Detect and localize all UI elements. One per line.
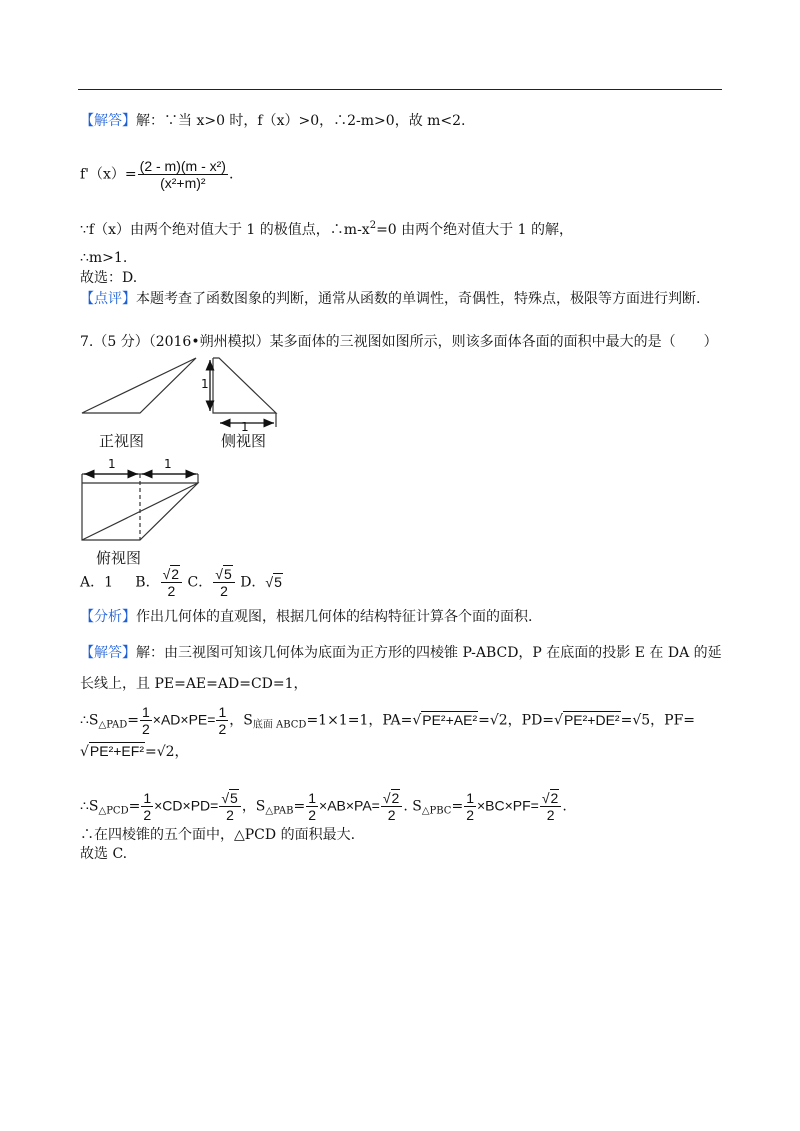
numerator: (2 - m)(m - x²)	[139, 158, 226, 174]
denominator: 2	[167, 583, 176, 599]
option-d: D．	[240, 574, 266, 591]
text: f'（x）=	[80, 166, 137, 183]
numerator: 1	[218, 704, 227, 720]
text: =0 由两个绝对值大于 1 的解，	[376, 222, 573, 238]
subscript: △PCD	[98, 805, 129, 817]
side-width-label: 1	[241, 420, 249, 434]
denominator: 2	[466, 807, 474, 823]
sqrt-sign: √	[162, 566, 171, 582]
denominator: 2	[226, 807, 234, 823]
answer-options	[80, 566, 283, 599]
sqrt-sign: √	[215, 566, 223, 582]
final-choice: 故选 C.	[80, 846, 128, 862]
question-stem: 7.（5 分）（2016•朔州模拟）某多面体的三视图如图所示，则该多面体各面的面积中最大的是（ ）	[80, 334, 718, 350]
answer-tag: 【解答】	[80, 113, 136, 129]
answer-line2: 长线上，且 PE=AE=AD=CD=1，	[80, 676, 308, 692]
radicand: PE²+EF²	[89, 743, 144, 759]
equation-line2: √PE²+EF²=√2，	[80, 743, 189, 760]
prev-answer-line4: ∴m>1.	[80, 250, 128, 266]
radicand: 5	[230, 790, 238, 806]
option-d-value	[265, 574, 282, 590]
fraction: $\frac{√2}{2}$	[540, 790, 561, 823]
analysis-tag: 【分析】	[80, 609, 136, 625]
radicand: 2	[391, 790, 400, 806]
text: . S	[403, 798, 422, 815]
denominator: 2	[387, 807, 396, 823]
front-view	[82, 358, 196, 413]
radicand: PE²+DE²	[563, 711, 620, 728]
text: ×AD×PE=	[152, 711, 216, 728]
side-view	[210, 358, 276, 427]
derivative-formula: f'（x）= $\frac{\text{(2 - m)(m - x²)}}{\text{(x²+m)²}}$ .	[80, 158, 234, 191]
option-c: C．	[187, 574, 213, 591]
fraction	[216, 704, 228, 737]
text: =	[451, 798, 464, 815]
text: =√5，PF=	[620, 712, 696, 729]
radicand: 5	[223, 566, 232, 582]
numerator: 1	[143, 790, 152, 806]
text: ×AB×PA=	[319, 797, 380, 814]
subscript: 底面 ABCD	[252, 719, 307, 731]
denominator: 2	[308, 807, 317, 823]
top-view	[82, 474, 198, 540]
subscript: △PAD	[98, 719, 128, 731]
text: ，S	[229, 712, 253, 729]
answer-line1	[80, 643, 722, 663]
text: =1×1=1，PA=	[306, 712, 413, 729]
side-height-label: 1	[201, 377, 209, 391]
conclusion: ∴在四棱锥的五个面中，△PCD 的面积最大.	[80, 827, 356, 843]
text: =	[127, 712, 139, 729]
fraction	[140, 704, 152, 737]
text: 解：∵当 x>0 时，f（x）>0，∴2-m>0，故 m<2.	[136, 113, 466, 129]
text: =	[293, 798, 306, 815]
option-a: A．1	[80, 574, 114, 591]
front-view-label: 正视图	[99, 432, 145, 450]
text: .	[562, 798, 567, 815]
subscript: △PAB	[265, 805, 294, 817]
fraction	[141, 790, 153, 823]
denominator: 2	[218, 721, 227, 737]
side-view-label: 侧视图	[221, 432, 267, 450]
radicand: 2	[550, 790, 559, 806]
denominator: 2	[141, 721, 150, 737]
denominator: 2	[220, 583, 228, 599]
equation-line1: $\therefore S_{\triangle PAD}=$ $\frac{1}{2}$ ×AD×PE= $\frac{1}{2}$ ，$S_{底面 ABCD}=1\times 1=1$，PA=√PE²+AE²=√2，PD=√PE²+DE²=√5，PF=	[80, 704, 696, 737]
top-width-label-1: 1	[108, 457, 116, 471]
text: 作出几何体的直观图，根据几何体的结构特征计算各个面的面积.	[136, 609, 533, 625]
sqrt-sign: √	[265, 573, 274, 590]
answer-tag: 【解答】	[80, 645, 136, 661]
text: 解：由三视图可知该几何体为底面为正方形的四棱锥 P-ABCD，P 在底面的投影 E 在 DA 的延	[136, 645, 722, 661]
analysis	[80, 607, 532, 627]
top-width-label-2: 1	[164, 457, 172, 471]
option-b-value	[161, 566, 182, 599]
fraction	[306, 790, 318, 823]
denominator: 2	[143, 807, 152, 823]
text: ×CD×PD=	[154, 797, 219, 814]
text: ，S	[241, 798, 266, 815]
superscript: 2	[369, 220, 377, 231]
option-b: B．	[135, 574, 160, 591]
text: =√2，	[145, 744, 189, 760]
radicand: PE²+AE²	[422, 711, 478, 728]
text: =	[128, 798, 141, 815]
numerator: 1	[308, 790, 317, 806]
numerator: 1	[466, 790, 474, 806]
text: ∵f（x）由两个绝对值大于 1 的极值点，∴m-x	[80, 222, 370, 238]
numerator: 1	[141, 704, 150, 720]
fraction	[464, 790, 476, 823]
subscript: △PBC	[421, 805, 452, 817]
radicand: 2	[171, 566, 180, 582]
radicand: 5	[274, 573, 282, 590]
equation-line3	[80, 790, 567, 823]
fraction: $\frac{√2}{2}$	[381, 790, 402, 823]
text: ×BC×PF=	[476, 797, 539, 814]
denominator: 2	[546, 807, 555, 823]
prev-choice: 故选：D.	[80, 270, 138, 286]
text: ∴S	[80, 798, 99, 815]
denominator: (x²+m)²	[160, 175, 206, 191]
text: =√2，PD=	[478, 712, 555, 729]
option-c-value	[213, 566, 234, 599]
comment-tag: 【点评】	[80, 291, 136, 307]
top-view-label: 俯视图	[96, 549, 142, 567]
text: 本题考查了函数图象的判断，通常从函数的单调性，奇偶性，特殊点，极限等方面进行判断.	[136, 291, 701, 307]
text: ∴S	[80, 712, 99, 729]
fraction: $\frac{√5}{2}$	[219, 790, 240, 823]
